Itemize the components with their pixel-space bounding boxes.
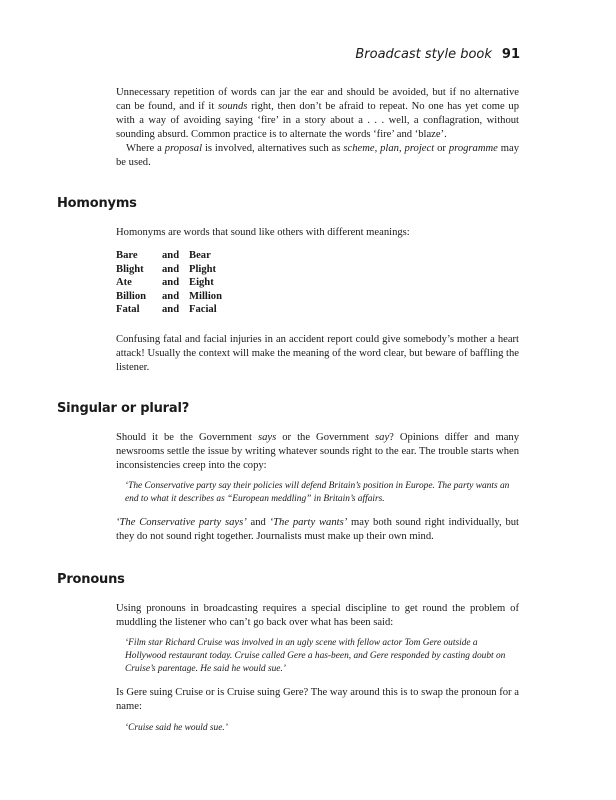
emphasis: say (375, 432, 390, 443)
emphasis: proposal (164, 143, 203, 154)
cruise-sue-quote: ‘Cruise said he would sue.’ (125, 723, 228, 733)
word-a: Blight (116, 263, 144, 275)
word-a: Ate (116, 277, 132, 288)
running-title: Broadcast style book (355, 47, 492, 62)
cruise-gere-quote: ‘Film star Richard Cruise was involved in an ugly scene with fellow actor Tom Gere outside a Hollywood restaurant today. Cruise called Gere a has-been, and Gere responded by casting doubt on Cruise’s parentage. He said he would sue.’ (125, 638, 506, 674)
word-a: Fatal (116, 304, 140, 315)
conjunction: and (162, 304, 180, 315)
emphasis: scheme (343, 143, 375, 154)
emphasis: project (404, 143, 435, 154)
text-run: and (246, 517, 270, 528)
text-run: is involved, alternatives such as (202, 143, 344, 154)
word-b: Million (189, 290, 222, 302)
heading-pronouns: Pronouns (57, 572, 125, 587)
text-run: Where a (126, 143, 165, 154)
text-run: may both sound right individually, but they do not sound right together. Journalists must make up their own mind. (116, 517, 519, 542)
singular-paragraph (116, 431, 519, 473)
text-run: right, then don’t be afraid to repeat. No one has yet come up with a way of avoiding saying ‘fire’ in a story about a . . . well, a conflagration, without sounding absurd. Common practice is to alternate the words ‘fire’ and ‘blaze’. (116, 101, 519, 140)
pronouns-question: Is Gere suing Cruise or is Cruise suing Gere? The way around this is to swap the pronoun for a name: (116, 687, 519, 712)
word-b: Facial (189, 304, 217, 315)
conjunction: and (162, 277, 180, 288)
singular-conclusion (116, 516, 519, 544)
page-number: 91 (501, 47, 520, 62)
emphasis: ‘The party wants’ (269, 517, 348, 528)
conjunction: and (162, 250, 180, 261)
homonyms-intro: Homonyms are words that sound like others with different meanings: (116, 227, 410, 238)
conjunction: and (162, 290, 180, 302)
word-b: Bear (189, 250, 211, 261)
text-run: or (434, 143, 449, 154)
pronouns-paragraph: Using pronouns in broadcasting requires a special discipline to get round the problem of muddling the listener who can’t go back over what has been said: (116, 603, 519, 628)
table-row (116, 304, 222, 318)
table-row (116, 291, 222, 305)
word-b: Eight (189, 277, 214, 288)
emphasis: programme (448, 143, 498, 154)
alternatives-paragraph (116, 142, 519, 170)
emphasis: sounds (217, 101, 248, 112)
table-row (116, 277, 222, 291)
homonym-table (116, 250, 222, 318)
emphasis: ‘The Conservative party says’ (116, 517, 247, 528)
word-a: Billion (116, 290, 147, 302)
conservative-quote: ‘The Conservative party say their policies will defend Britain’s position in Europe. The party wants an end to what it describes as “European meddling” in Britain’s affairs. (125, 481, 510, 504)
emphasis: plan (380, 143, 399, 154)
text-run: ? Opinions differ and many newsrooms settle the issue by writing whatever sounds right to the ear. The trouble starts when inconsistencies creep into the copy: (116, 432, 519, 471)
text-run: or the Government (276, 432, 376, 443)
running-head (355, 47, 520, 62)
emphasis: says (257, 432, 277, 443)
text-run: , (398, 143, 405, 154)
intro-paragraph (116, 86, 519, 142)
heading-homonyms: Homonyms (57, 196, 137, 211)
text-run: may be used. (116, 143, 520, 168)
text-run: Unnecessary repetition of words can jar the ear and should be avoided, but if no alternative can be found, and if it (116, 87, 519, 112)
conjunction: and (162, 263, 180, 275)
heading-singular-plural: Singular or plural? (57, 401, 190, 416)
table-row (116, 250, 222, 264)
word-a: Bare (116, 250, 138, 261)
homonyms-conclusion: Confusing fatal and facial injuries in an accident report could give somebody’s mother a heart attack! Usually the context will make the meaning of the word clear, but beware of baffling the listener. (116, 334, 519, 373)
table-row (116, 264, 222, 278)
word-b: Plight (189, 263, 217, 275)
text-run: Should it be the Government (116, 432, 258, 443)
text-run: , (374, 143, 381, 154)
